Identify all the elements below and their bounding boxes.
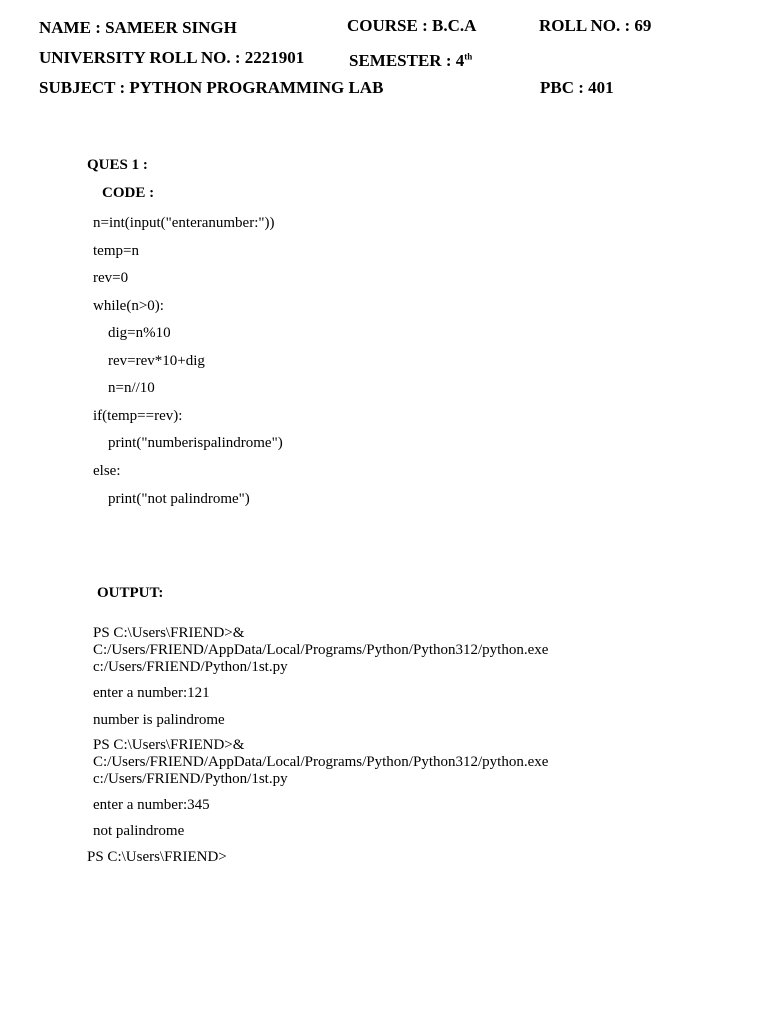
student-name: NAME : SAMEER SINGH bbox=[39, 18, 237, 37]
code-line: else: bbox=[93, 463, 121, 479]
roll-number: ROLL NO. : 69 bbox=[539, 16, 652, 35]
output-line: C:/Users/FRIEND/AppData/Local/Programs/Python/Python312/python.exe bbox=[93, 642, 549, 658]
code-label: CODE : bbox=[102, 185, 155, 201]
output-line: c:/Users/FRIEND/Python/1st.py bbox=[93, 771, 288, 787]
code-line: rev=0 bbox=[93, 270, 129, 286]
code-line: print("not palindrome") bbox=[108, 491, 250, 507]
output-line: not palindrome bbox=[93, 823, 185, 839]
code-line: n=n//10 bbox=[108, 380, 155, 396]
university-roll-number: UNIVERSITY ROLL NO. : 2221901 bbox=[39, 48, 305, 67]
output-line: PS C:\Users\FRIEND>& bbox=[93, 625, 245, 641]
pbc-code: PBC : 401 bbox=[540, 78, 614, 97]
code-line: n=int(input("enteranumber:")) bbox=[93, 215, 275, 231]
course: COURSE : B.C.A bbox=[347, 16, 477, 35]
output-line: c:/Users/FRIEND/Python/1st.py bbox=[93, 659, 288, 675]
code-line: dig=n%10 bbox=[108, 325, 171, 341]
output-line: number is palindrome bbox=[93, 712, 225, 728]
semester-suffix: th bbox=[464, 51, 473, 62]
code-line: print("numberispalindrome") bbox=[108, 435, 283, 451]
code-line: temp=n bbox=[93, 243, 139, 259]
output-line: PS C:\Users\FRIEND>& bbox=[93, 737, 245, 753]
code-line: if(temp==rev): bbox=[93, 408, 183, 424]
output-line: enter a number:121 bbox=[93, 685, 210, 701]
output-line: C:/Users/FRIEND/AppData/Local/Programs/Python/Python312/python.exe bbox=[93, 754, 549, 770]
semester-text: SEMESTER : 4 bbox=[349, 51, 465, 70]
code-line: rev=rev*10+dig bbox=[108, 353, 205, 369]
subject: SUBJECT : PYTHON PROGRAMMING LAB bbox=[39, 78, 384, 97]
output-label: OUTPUT: bbox=[97, 585, 164, 601]
question-label: QUES 1 : bbox=[87, 157, 148, 173]
output-line: enter a number:345 bbox=[93, 797, 210, 813]
code-line: while(n>0): bbox=[93, 298, 164, 314]
semester bbox=[349, 51, 472, 71]
output-line: PS C:\Users\FRIEND> bbox=[87, 849, 227, 865]
